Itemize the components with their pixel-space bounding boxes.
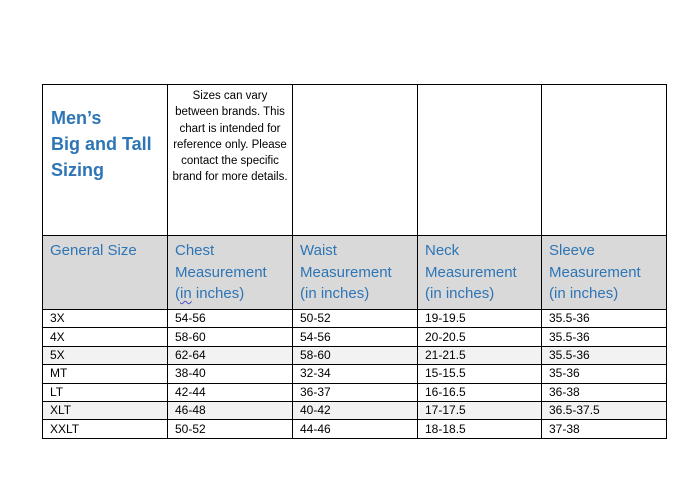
cell-sleeve: 35.5-36 bbox=[542, 310, 667, 328]
empty-cell bbox=[293, 85, 418, 236]
header-label: Chest bbox=[175, 242, 215, 259]
cell-chest: 42-44 bbox=[168, 383, 293, 401]
cell-size: LT bbox=[43, 383, 168, 401]
table-row bbox=[43, 310, 667, 328]
cell-sleeve: 37-38 bbox=[542, 420, 667, 438]
table-row bbox=[43, 365, 667, 383]
header-label: General Size bbox=[50, 242, 137, 259]
title-line-1: Men’s bbox=[51, 108, 102, 128]
cell-chest: 38-40 bbox=[168, 365, 293, 383]
header-unit-part: inches) bbox=[191, 285, 245, 302]
empty-cell bbox=[418, 85, 542, 236]
cell-chest: 54-56 bbox=[168, 310, 293, 328]
cell-neck: 19-19.5 bbox=[418, 310, 542, 328]
cell-waist: 54-56 bbox=[293, 328, 418, 346]
header-unit bbox=[175, 283, 292, 305]
cell-size: XXLT bbox=[43, 420, 168, 438]
cell-sleeve: 36.5-37.5 bbox=[542, 401, 667, 419]
cell-neck: 21-21.5 bbox=[418, 346, 542, 364]
cell-waist: 36-37 bbox=[293, 383, 418, 401]
cell-size: 5X bbox=[43, 346, 168, 364]
disclaimer-note: Sizes can vary between brands. This chart is intended for reference only. Please contact the specific brand for more details. bbox=[172, 90, 288, 184]
cell-sleeve: 35.5-36 bbox=[542, 328, 667, 346]
cell-chest: 50-52 bbox=[168, 420, 293, 438]
cell-waist: 50-52 bbox=[293, 310, 418, 328]
header-unit: (in inches) bbox=[300, 285, 370, 302]
table-row bbox=[43, 401, 667, 419]
cell-waist: 40-42 bbox=[293, 401, 418, 419]
header-unit: (in inches) bbox=[549, 285, 619, 302]
cell-size: XLT bbox=[43, 401, 168, 419]
header-label: Measurement bbox=[175, 263, 267, 281]
note-cell bbox=[168, 85, 293, 236]
cell-size: 4X bbox=[43, 328, 168, 346]
header-label: Measurement bbox=[425, 263, 517, 281]
table-row bbox=[43, 383, 667, 401]
header-label: Neck bbox=[425, 242, 460, 259]
size-chart-table bbox=[42, 84, 667, 439]
header-chest bbox=[168, 236, 293, 310]
table-row bbox=[43, 420, 667, 438]
cell-size: MT bbox=[43, 365, 168, 383]
cell-sleeve: 35.5-36 bbox=[542, 346, 667, 364]
cell-neck: 20-20.5 bbox=[418, 328, 542, 346]
header-sleeve bbox=[542, 236, 667, 310]
header-label: Measurement bbox=[300, 263, 392, 281]
table-row bbox=[43, 346, 667, 364]
header-waist bbox=[293, 236, 418, 310]
cell-chest: 58-60 bbox=[168, 328, 293, 346]
empty-cell bbox=[542, 85, 667, 236]
header-unit: (in inches) bbox=[425, 285, 495, 302]
title-line-2: Big and Tall bbox=[51, 134, 152, 154]
cell-neck: 17-17.5 bbox=[418, 401, 542, 419]
title-line-3: Sizing bbox=[51, 160, 104, 180]
cell-neck: 16-16.5 bbox=[418, 383, 542, 401]
cell-waist: 32-34 bbox=[293, 365, 418, 383]
cell-waist: 44-46 bbox=[293, 420, 418, 438]
header-label: Sleeve bbox=[549, 242, 595, 259]
cell-sleeve: 36-38 bbox=[542, 383, 667, 401]
header-general-size bbox=[43, 236, 168, 310]
cell-neck: 15-15.5 bbox=[418, 365, 542, 383]
cell-chest: 62-64 bbox=[168, 346, 293, 364]
title-cell bbox=[43, 85, 168, 236]
cell-neck: 18-18.5 bbox=[418, 420, 542, 438]
header-neck bbox=[418, 236, 542, 310]
cell-size: 3X bbox=[43, 310, 168, 328]
table-row bbox=[43, 328, 667, 346]
header-label: Waist bbox=[300, 242, 337, 259]
cell-sleeve: 35-36 bbox=[542, 365, 667, 383]
cell-chest: 46-48 bbox=[168, 401, 293, 419]
title-row bbox=[43, 85, 667, 236]
header-row bbox=[43, 236, 667, 310]
cell-waist: 58-60 bbox=[293, 346, 418, 364]
spellcheck-underline: in bbox=[180, 285, 192, 302]
header-label: Measurement bbox=[549, 263, 641, 281]
header-unit-part: ( bbox=[175, 285, 180, 302]
